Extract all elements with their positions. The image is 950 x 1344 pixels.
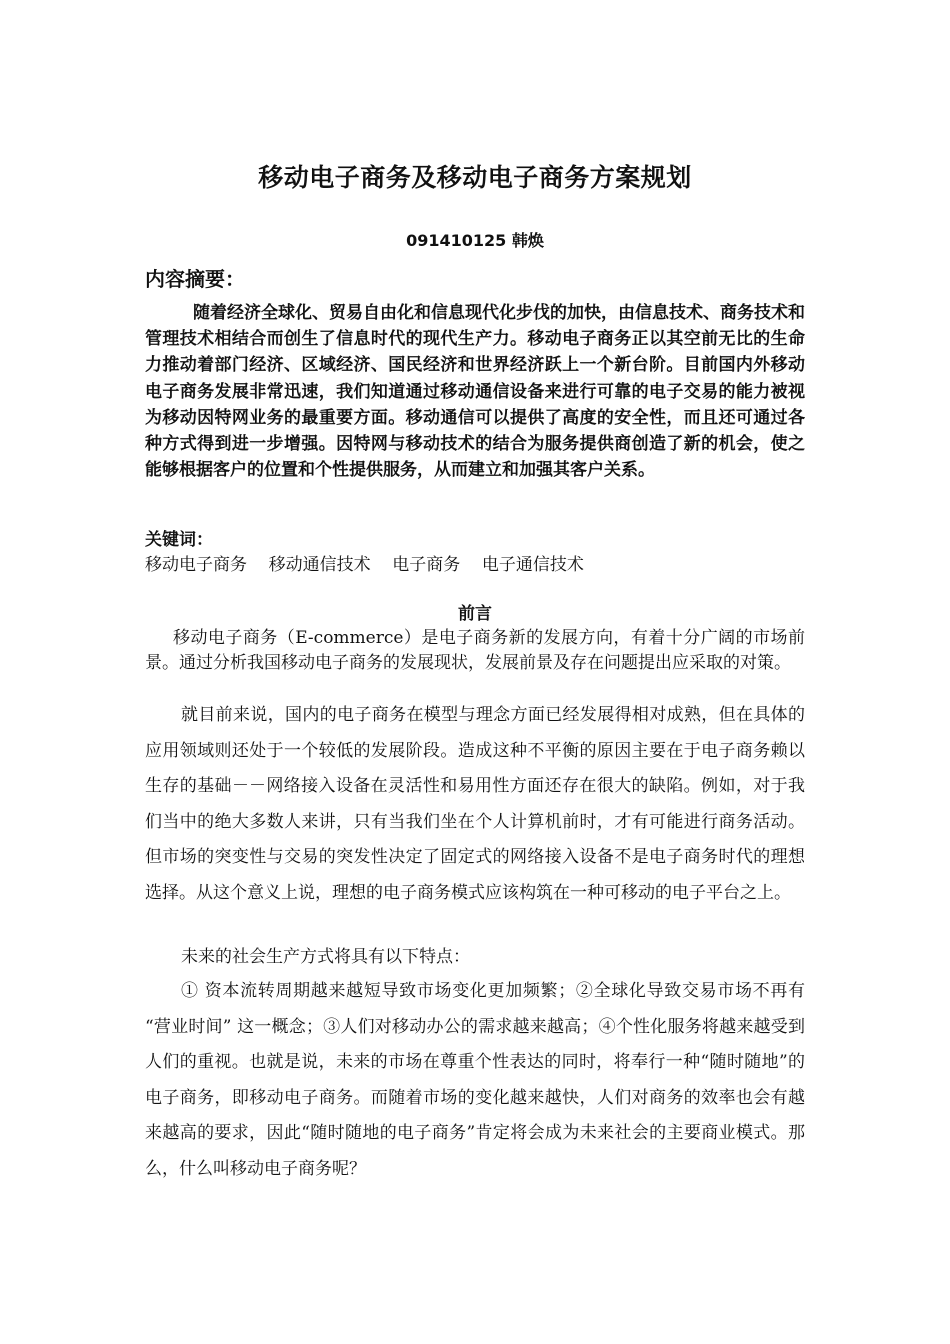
author-line: 091410125 韩焕: [406, 231, 544, 250]
document-title: 移动电子商务及移动电子商务方案规划: [258, 163, 692, 192]
abstract-body: 随着经济全球化、贸易自由化和信息现代化步伐的加快，由信息技术、商务技术和管理技术相结合而创生了信息时代的现代生产力。移动电子商务正以其空前无比的生命力推动着部门经济、区域经济、国民经济和世界经济跃上一个新台阶。目前国内外移动电子商务发展非常迅速，我们知道通过移动通信设备来进行可靠的电子交易的能力被视为移动因特网业务的最重要方面。移动通信可以提供了高度的安全性，而且还可通过各种方式得到进一步增强。因特网与移动技术的结合为服务提供商创造了新的机会，使之能够根据客户的位置和个性提供服务，从而建立和加强其客户关系。: [145, 303, 805, 481]
abstract-heading: 内容摘要：: [145, 267, 245, 291]
body-paragraph-current-status: 就目前来说，国内的电子商务在模型与理念方面已经发展得相对成熟，但在具体的应用领域则还处于一个较低的发展阶段。造成这种不平衡的原因主要在于电子商务赖以生存的基础－－网络接入设备在灵活性和易用性方面还存在很大的缺陷。例如，对于我们当中的绝大多数人来讲，只有当我们坐在个人计算机前时，才有可能进行商务活动。但市场的突变性与交易的突发性决定了固定式的网络接入设备不是电子商务时代的理想选择。从这个意义上说，理想的电子商务模式应该构筑在一种可移动的电子平台之上。: [145, 705, 805, 903]
preface-heading: 前言: [458, 604, 492, 624]
keywords-label: 关键词：: [145, 530, 213, 550]
body-paragraph-feature-list: ① 资本流转周期越来越短导致市场变化更加频繁；②全球化导致交易市场不再有 “营业时间” 这一概念；③人们对移动办公的需求越来越高；④个性化服务将越来越受到人们的重视。也就是说，未来的市场在尊重个性表达的同时，将奉行一种“随时随地”的电子商务，即移动电子商务。而随着市场的变化越来越快，人们对商务的效率也会有越来越高的要求，因此“随时随地的电子商务”肯定将会成为未来社会的主要商业模式。那么，什么叫移动电子商务呢？: [145, 981, 805, 1179]
keywords-list: 移动电子商务 移动通信技术 电子商务 电子通信技术: [145, 555, 584, 575]
preface-intro-paragraph: 移动电子商务（E-commerce）是电子商务新的发展方向，有着十分广阔的市场前景。通过分析我国移动电子商务的发展现状，发展前景及存在问题提出应采取的对策。: [145, 628, 805, 673]
body-paragraph-future-features: 未来的社会生产方式将具有以下特点：: [181, 947, 470, 967]
